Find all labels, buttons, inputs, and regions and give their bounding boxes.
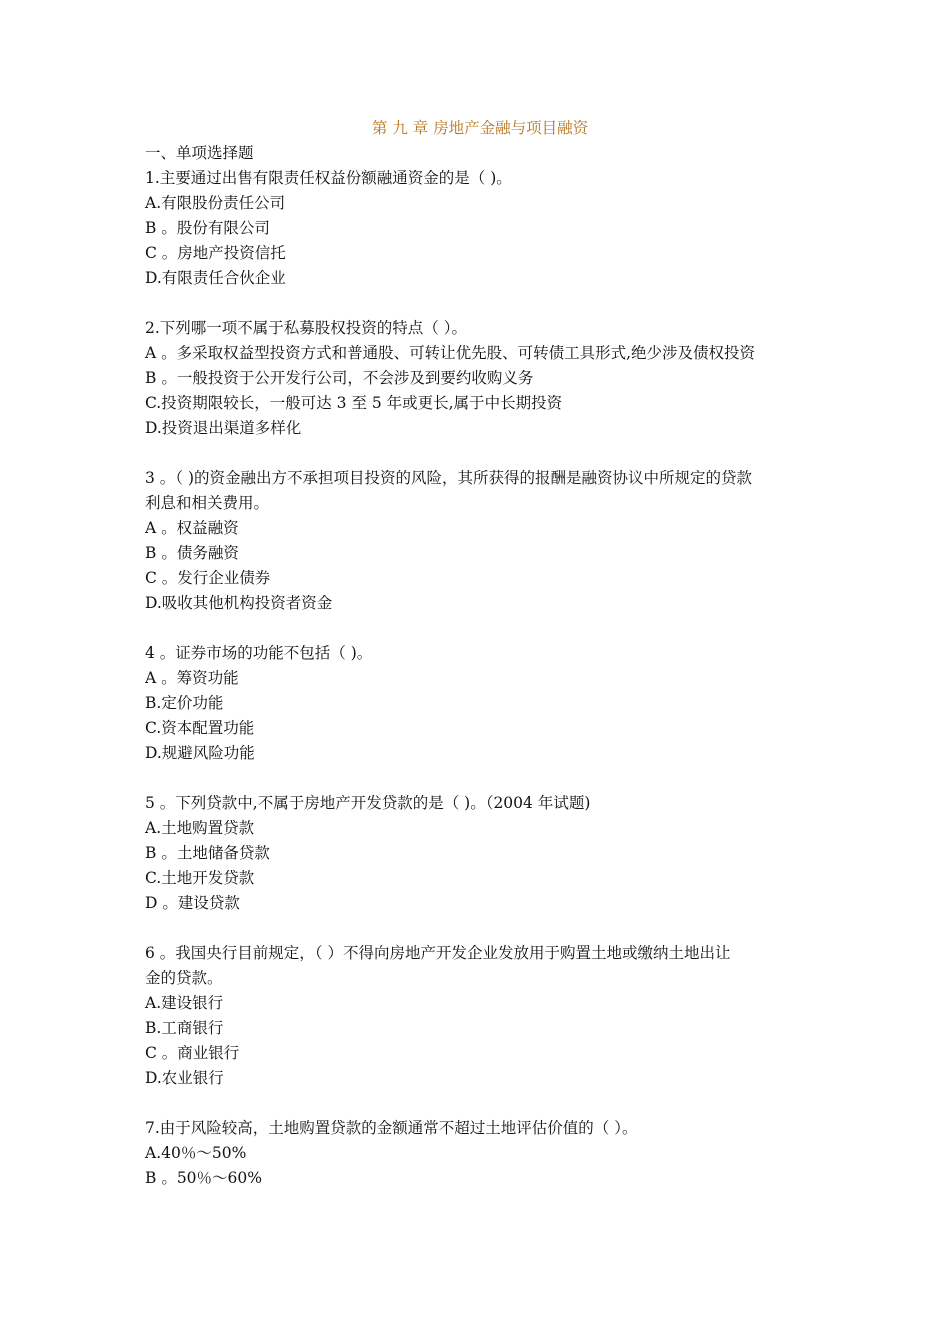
chapter-title: 第 九 章 房地产金融与项目融资 [371,119,589,137]
option-a: A 。筹资功能 [145,669,239,687]
option-b: B 。土地储备贷款 [145,844,270,862]
option-a: A.有限股份责任公司 [145,194,286,212]
option-c: C 。商业银行 [145,1044,240,1062]
option-a: A.40％～50% [145,1144,247,1162]
question-stem-line-2: 利息和相关费用。 [145,494,270,512]
option-c: C.投资期限较长，一般可达 3 至 5 年或更长,属于中长期投资 [145,394,563,412]
question-stem-line-2: 金的贷款。 [145,969,223,987]
option-d: D.投资退出渠道多样化 [145,419,302,437]
document-content [145,116,825,1191]
question-4 [145,641,825,766]
option-d: D 。建设贷款 [145,894,240,912]
option-d: D.吸收其他机构投资者资金 [145,594,333,612]
question-6 [145,941,825,1091]
option-a: A 。权益融资 [145,519,239,537]
question-stem: 4 。证券市场的功能不包括（ )。 [145,644,373,662]
question-1 [145,166,825,291]
question-stem: 5 。下列贷款中,不属于房地产开发贷款的是（ )。（2004 年试题) [145,794,591,812]
option-b: B 。50％～60% [145,1169,262,1187]
option-b: B.工商银行 [145,1019,224,1037]
option-c: C.土地开发贷款 [145,869,255,887]
option-b: B 。一般投资于公开发行公司，不会涉及到要约收购义务 [145,369,534,387]
option-d: D.规避风险功能 [145,744,255,762]
option-d: D.农业银行 [145,1069,224,1087]
question-7 [145,1116,825,1191]
question-stem-line-1: 6 。我国央行目前规定，（ ）不得向房地产开发企业发放用于购置土地或缴纳土地出让 [145,944,731,962]
option-a: A 。多采取权益型投资方式和普通股、可转让优先股、可转债工具形式,绝少涉及债权投资 [145,344,756,362]
question-stem-line-1: 3 。（ )的资金融出方不承担项目投资的风险，其所获得的报酬是融资协议中所规定的贷款 [145,469,753,487]
option-b: B 。股份有限公司 [145,219,270,237]
question-5 [145,791,825,916]
question-stem: 2.下列哪一项不属于私募股权投资的特点（ ）。 [145,319,467,337]
question-3 [145,466,825,616]
option-c: C.资本配置功能 [145,719,255,737]
option-d: D.有限责任合伙企业 [145,269,286,287]
question-stem: 1.主要通过出售有限责任权益份额融通资金的是（ )。 [145,169,512,187]
section-heading: 一、单项选择题 [145,144,254,162]
option-a: A.土地购置贷款 [145,819,255,837]
option-b: B 。债务融资 [145,544,239,562]
option-b: B.定价功能 [145,694,224,712]
option-c: C 。房地产投资信托 [145,244,286,262]
question-2 [145,316,825,441]
option-c: C 。发行企业债券 [145,569,271,587]
option-a: A.建设银行 [145,994,224,1012]
question-stem: 7.由于风险较高，土地购置贷款的金额通常不超过土地评估价值的（ ）。 [145,1119,638,1137]
